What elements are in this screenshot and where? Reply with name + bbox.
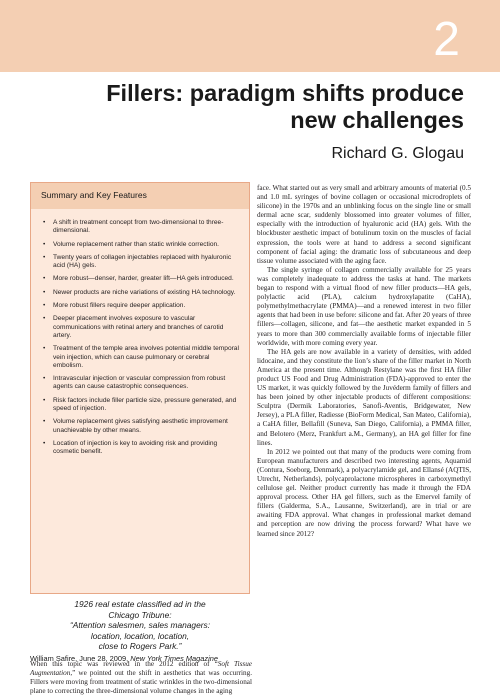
summary-item: • Risk factors include filler particle size, pressure generated, and speed of injection. [43, 397, 239, 414]
summary-item: • More robust fillers require deeper application. [43, 302, 239, 310]
summary-item: • Intravascular injection or vascular compression from robust agents can cause catastrophic consequences. [43, 375, 239, 392]
summary-item: • Deeper placement involves exposure to vascular communications with retinal artery and branches of carotid artery. [43, 315, 239, 340]
chapter-number: 2 [433, 13, 460, 66]
epigraph-line: “Attention salesmen, sales managers: [69, 620, 211, 630]
epigraph-source-author: William Safire, June 28, 2009, [30, 653, 131, 663]
summary-item: • More robust—denser, harder, greater lift—HA gels introduced. [43, 275, 239, 283]
chapter-title-line: new challenges [290, 107, 464, 133]
epigraph-quote [30, 599, 250, 652]
chapter-header-band [0, 0, 500, 72]
summary-item: • Location of injection is key to avoiding risk and providing cosmetic benefit. [43, 440, 239, 457]
summary-list [31, 209, 249, 457]
body-paragraph: The HA gels are now available in a variety of densities, with added lidocaine, and they constitute the lion’s share of the filler market in North America at the present time. Although Restylane was the first HA filler product US Food and Drug Administration (FDA)-approved to enter the US market, it was quickly followed by the Juvéderm family of fillers and has been joined by other injectable products of different compositions: Sculptra (Dermik Laboratories, Sanofi-Aventis, Bridgewater, New Jersey), a PLA filler, Radiesse (BioForm Medical, San Mateo, California), a CaHA filler, Bellafill (Suneva, San Diego, California), a PMMA filler, and Belotero (Merz, Frankfurt a.M., Germany), an HA gel filler for fine lines. [257, 347, 471, 447]
author-name: Richard G. Glogau [331, 145, 464, 162]
intro-text-start: When this topic was reviewed in the 2012 edition of “ [30, 660, 218, 668]
epigraph-line: location, location, location, [90, 630, 190, 641]
intro-text-end: ,” we pointed out the shift in aesthetics that was occurring. Fillers were moving from treatment of static wrinkles in the two-dimensional plane to correcting the three-dimensional volume changes in the aging [30, 669, 252, 696]
body-column-right [257, 184, 471, 539]
epigraph [30, 599, 250, 663]
summary-item: • Twenty years of collagen injectables replaced with hyaluronic acid (HA) gels. [43, 254, 239, 271]
summary-item: • Volume replacement gives satisfying aesthetic improvement unachievable by other means. [43, 418, 239, 435]
summary-heading: Summary and Key Features [31, 183, 249, 209]
chapter-title-line: Fillers: paradigm shifts produce [106, 80, 464, 106]
summary-item: • Treatment of the temple area involves potential middle temporal vein injection, which can cause pulmonary or cerebral embolism. [43, 345, 239, 370]
body-paragraph-intro [30, 660, 252, 696]
body-paragraph: face. What started out as very small and arbitrary amounts of material (0.5 and 1.0 mL syringes of bovine collagen or occasional microdroplets of silicone) in the 1970s and an unblinking focus on the single line or small dermal acne scar, suddenly blossomed into greater volumes of filler, especially with the introduction of hyaluronic acid (HA) gels. With the blockbuster aesthetic impact of botulinum toxin on the muscles of facial expression, the tools were at hand to address a second significant component of facial aging: the dramatic loss of subcutaneous and deep tissue volume associated with the aging face. [257, 184, 471, 265]
summary-item: • Newer products are niche variations of existing HA technology. [43, 289, 239, 297]
epigraph-line: 1926 real estate classified ad in the [74, 599, 206, 609]
epigraph-line: Chicago Tribune: [108, 609, 172, 620]
summary-item: • A shift in treatment concept from two-dimensional to three-dimensional. [43, 219, 239, 236]
body-paragraph: In 2012 we pointed out that many of the products were coming from European manufacturers and described two interesting agents, Aquamid (Contura, Soeborg, Denmark), a polyacrylamide gel, and Ellansé (AQTIS, Utrecht, Netherlands), polycaprolactone microspheres in carboxymethyl cellulose gel. Neither product currently has made it through the FDA approval process. Other HA gel fillers, such as the Emervel family of fillers (Galderma, S.A., Lausanne, Switzerland), are in trial or are awaiting FDA approval. What changes in professional market demand and perception are now driving the process forward? What have we learned since 2012? [257, 447, 471, 538]
summary-item: • Volume replacement rather than static wrinkle correction. [43, 241, 239, 249]
summary-box [30, 182, 250, 594]
chapter-title [60, 80, 464, 134]
epigraph-line: close to Rogers Park.” [98, 641, 182, 651]
intro-book-title: Soft Tissue Augmentation [30, 660, 252, 678]
epigraph-source-publication: New York Times Magazine [130, 653, 218, 663]
body-paragraph: The single syringe of collagen commercially available for 25 years was completely inadequate to address the tasks at hand. The markets began to respond with a virtual flood of new filler products—HA gels, polylactic acid (PLA), calcium hydroxylapatite (CaHA), polymethylmethacrylate (PMMA)—and a renewed interest in two filler agents that had been in use before: silicone and fat. After 20 years of three fillers—collagen, silicone, and fat—the aesthetic market expanded in 5 years to more than 300 commercially available forms of injectable filler worldwide, with more coming every year. [257, 265, 471, 347]
